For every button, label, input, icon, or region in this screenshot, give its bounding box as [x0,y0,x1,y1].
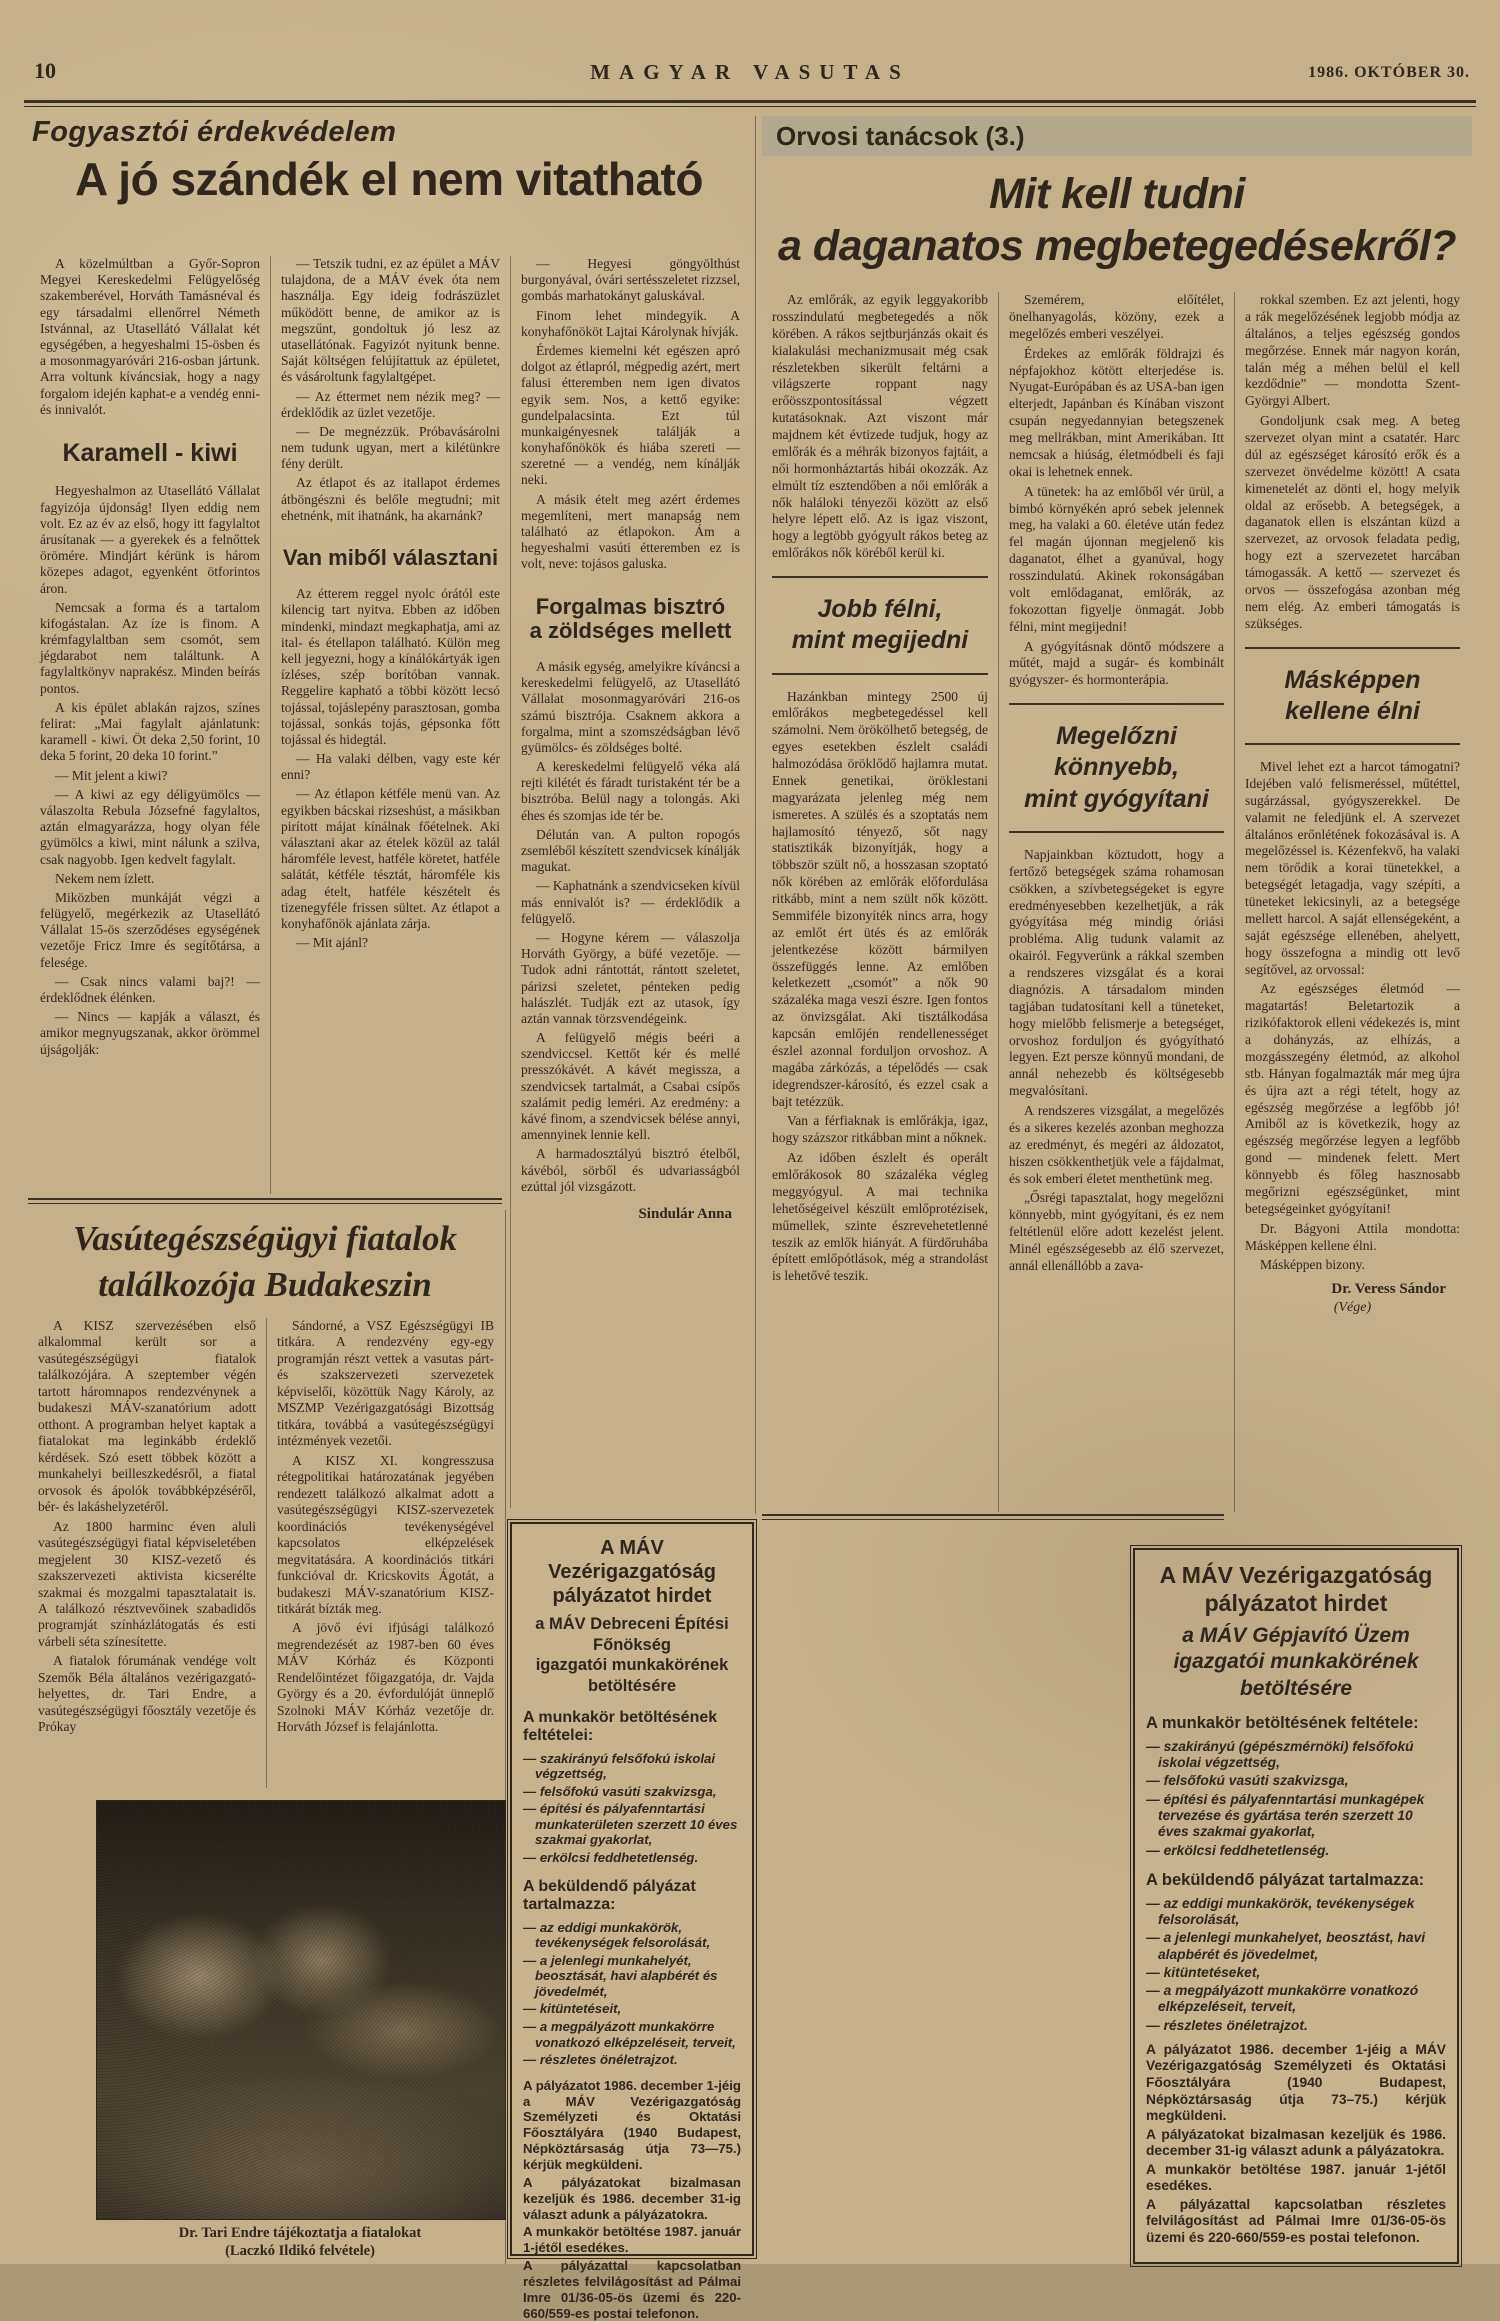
paragraph: Hegyeshalmon az Utasellátó Vállalat fagyizója újdonság! Ilyen eddig nem volt. Ez az év az első, hogy itt fagylaltot árusítanak — a gyerekek és a felnőttek örömére. Mindjárt kérünk is három közepes adagot, egyenként ötforintos áron. [40,483,260,596]
paragraph: A pályázatokat bizalmasan kezeljük és 1986. december 31-ig választ adunk a pályázatokra. [523,2174,741,2222]
paragraph: Nemcsak a forma és a tartalom kifogástalan. Az íze is finom. A krémfagylaltban sem csomót, sem jégdarabot nem találtunk. A fagylaltkönyv naprakész. Minden beírás pontos. [40,599,260,696]
medical-article-end-mark: (Vége) [1333,1300,1372,1315]
paragraph: Miközben munkáját végzi a felügyelő, megérkezik az Utasellátó Vállalat 15-ös szerződéses egységének vezetője Fricz Imre és segítőtársa, a felesége. [40,889,260,970]
consumer-article-byline: Sindulár Anna [638,1205,732,1222]
paragraph: — szakirányú felsőfokú iskolai végzettség, [523,1750,716,1782]
paragraph: — De megnézzük. Próbavásárolni nem tudunk ugyan, mert a kilétünkre fény derült. [281,423,500,472]
youth-top-rule [28,1198,502,1204]
paragraph: — Mit ajánl? [296,935,368,951]
paragraph: — erkölcsi feddhetetlenség. [523,1849,699,1865]
ad-debrecen-requirements-list [523,1751,741,1866]
medical-article-kicker: Orvosi tanácsok (3.) [776,121,1025,151]
paragraph: — Az éttermet nem nézik meg? — érdeklődik az üzlet vezetője. [281,388,500,420]
paragraph: — erkölcsi feddhetetlenség. [1146,1842,1330,1858]
paragraph: — felsőfokú vasúti szakvizsga, [523,1783,717,1799]
paragraph: Délután van. A pulton ropogós zsemléből készített szendvicsek kínálják magukat. [521,826,740,875]
paragraph: A munkakör betöltése 1987. január 1-jétől esedékes. [523,2224,741,2256]
consumer-col2-rest [281,586,500,951]
paragraph: — részletes önéletrajzot. [523,2052,678,2068]
article-photo [96,1800,506,2220]
consumer-col1-intro [40,256,260,418]
paragraph: A harmadosztályú bisztró ételből, kávéból, sörből és udvariasságból ezúttal jól vizsgázott. [521,1146,740,1194]
paragraph: Szemérem, előítélet, önelhanyagolás, közöny, ezek a megelőzés emberi veszélyei. [1009,292,1224,341]
paragraph: — építési és pályafenntartási munkagépek tervezése és gyártása terén szerzett 10 éves szakmai gyakorlat, [1146,1791,1425,1840]
paragraph: A munkakör betöltése 1987. január 1-jétől esedékes. [1146,2161,1446,2194]
medical-column-3 [1234,292,1470,1512]
paragraph: A másik ételt meg azért érdemes megemlíteni, mert manapság nem található az étlapokon. Ám a hegyeshalmi vasúti étteremben ez is volt, neve: tojásos galuska. [521,491,740,572]
paragraph: Finom lehet mindegyik. A konyhafőnököt Lajtai Károlynak hívják. [521,307,740,339]
paragraph: — az eddigi munkakörök, tevékenységek felsorolását, [523,1919,711,1951]
consumer-article-headline: A jó szándék el nem vitatható [75,153,703,205]
ad-gepjavito-subtitle: a MÁV Gépjavító Üzem igazgatói munkakörének betöltésére [1173,1624,1419,1700]
paragraph: Az étterem reggel nyolc órától este kilencig tart nyitva. Ebben az időben mindenki, mindazt megkaphatja, ami az ital- és étellapon található. Külön meg kell jegyezni, hogy a kínálókártyák igen ízléses, szép borítóban vannak. Reggelire kapható a többi között lecsó tojással, tojáslepény parasztosan, gomba tojással, sonkás tojás, gépsonka főtt tojással és hidegtál. [281,586,500,747]
paragraph: Mivel lehet ezt a harcot támogatni? Idejében való felismeréssel, műtéttel, sugárzással, gyógyszerekkel. De valamit ne feledjünk el. A szervezet általános erőnlétének fokozásával is. A megelőzéssel is. Kézenfekvő, ha valaki nem törődik a korai tünetekkel, a betegségét letagadja, vagy szépíti, a tüneteket lekicsinyli, az a betegsége mellett harcol. A saját ellenségeként, a saját egészsége ellenében, ahelyett, hogy összefogna a mindig ott levő segítővel, az orvossal: [1245,759,1460,977]
medical-kicker-band [762,116,1472,156]
paragraph: — Hegyesi göngyölthúst burgonyával, óvári sertésszeletet rizzsel, gombás marhatokányt galuskával. [521,256,740,304]
issue-date: 1986. OKTÓBER 30. [1308,64,1470,81]
medical-article-columns [762,292,1472,1512]
consumer-column-1 [30,256,270,1194]
youth-column-1 [28,1318,266,1788]
photo-caption: Dr. Tari Endre tájékoztatja a fiatalokat (Laczkó Ildikó felvétele) [178,2225,422,2260]
paragraph: — Ha valaki délben, vagy este kér enni? [281,751,500,783]
paragraph: — a megpályázott munkakörre vonatkozó elképzeléseit, terveit, [1146,1983,1419,2015]
paragraph: Az étlapot és az itallapot érdemes átböngészni és belőle megtudni; mit ehetnénk, mit ihatnánk, ha akarnánk? [281,475,500,523]
paragraph: A kis épület ablakán rajzos, színes felirat: „Mai fagylalt ajánlatunk: karamell - kiwi. Öt deka 2,50 forint, 10 deka 5 forint, 20 deka 10 forint.” [40,699,260,764]
ad-gepjavito-contents-header: A beküldendő pályázat tartalmazza: [1146,1870,1425,1889]
paragraph: — kitüntetéseit, [523,2001,622,2017]
paragraph: A pályázatokat bizalmasan kezeljük és 1986. december 31-ig választ adunk a pályázatokra. [1146,2126,1446,2159]
ad-debrecen-requirements-header: A munkakör betöltésének feltételei: [523,1708,718,1744]
paragraph: A KISZ szervezésében első alkalommal került sor a vasútegészségügyi fiatalok találkozójára. A szeptember végén tartott háromnapos rendezvénynek a budakeszi MÁV-szanatórium adott otthont. A programban helyet kaptak a fiatalokat ma leginkább érdeklő kérdések. Szó esett többek között a munkahelyi beilleszkedésről, a fiatal orvosok és ápolók továbbképzéséről, bér- és lakáshelyzetéről. [38,1318,256,1515]
paragraph: A rendszeres vizsgálat, a megelőzés és a sikeres kezelés azonban meghozza az eredményt, és megéri az áldozatot, hiszen csökkenthetjük vele a fájdalmat, és sok emberi életet menthetünk meg. [1009,1103,1224,1186]
consumer-col3-rest [521,659,740,1195]
paragraph: Érdemes kiemelni két egészen apró dolgot az étlapról, mégpedig azért, mert falusi étteremben nem igen divatos egyik sem. Nos, a kettő egyike: gundelpalacsinta. Ezt túl munkaigényesnek találják a konyhafőnökök és hiába szereti — szeretné — a vendég, nem kínálják neki. [521,342,740,488]
subhead-jobb-felni: Jobb félni, mint megijedni [772,576,988,675]
ad-debrecen-contents-header: A beküldendő pályázat tartalmazza: [523,1877,696,1913]
paragraph: Dr. Bágyoni Attila mondotta: Másképpen kellene élni. [1245,1220,1460,1253]
paragraph: A közelmúltban a Győr-Sopron Megyei Kereskedelmi Felügyelőség szakemberével, Horváth Tamásnéval és egy társadalmi ellenőrrel Németh Istvánnal, az Utasellátó Vállalat két egységében, a hegyeshalmi 15-ösben és a mosonmagyaróvári 216-osban jártunk. Arra voltunk kíváncsiak, hogy a nagy forgalom idején kaphat-e a vendég enni- és innivalót. [40,256,260,417]
subhead-megelozni-konnyebb: Megelőzni könnyebb, mint gyógyítani [1009,703,1224,833]
ad-gepjavito-title: A MÁV Vezérigazgatóság pályázatot hirdet [1159,1562,1433,1616]
paragraph: rokkal szemben. Ez azt jelenti, hogy a rák megelőzésének legjobb módja az általános, a teljes egészség gondos megőrzése. Ennek már nagyon korán, talán még a méhen belül el kell kezdődnie” — mondotta Szent-Györgyi Albert. [1245,292,1460,409]
paragraph: — A kiwi az egy déligyümölcs — válaszolta Rebula Józsefné fagylaltos, aztán elmagyarázza, hogy olyan féle gyümölcs a kiwi, mint nálunk a szilva, csak nagyobb. Igen kedvelt fagylalt. [40,786,260,867]
subhead-van-mibol-valasztani: Van miből választani [282,545,499,570]
paragraph: Másképpen bizony. [1260,1257,1365,1273]
ad-debrecen-title: A MÁV Vezérigazgatóság pályázatot hirdet [548,1537,716,1607]
medical-col3-rest [1245,759,1460,1274]
ad-gepjavito-requirements-list [1146,1739,1446,1859]
paragraph: — építési és pályafenntartási munkaterületen szerzett 10 éves szakmai gyakorlat, [523,1801,738,1848]
paragraph: — az eddigi munkakörök, tevékenységek felsorolását, [1146,1895,1415,1928]
masthead: MAGYAR VASUTAS [590,60,910,84]
paragraph: Nekem nem ízlett. [55,870,155,886]
paragraph: Az 1800 harminc éven aluli vasútegészségügyi fiatal képviseletében megjelent 30 KISZ-vezető és szakszervezeti aktivista kicserélte szakmai és mozgalmi tapasztalatait is. A találkozó résztvevőinek szabadidős programját színházlátogatás és esti várbeli séta színesítette. [38,1518,256,1649]
page-number: 10 [34,58,56,83]
subhead-maskeppen-kellene-elni: Másképpen kellene élni [1245,647,1460,746]
medical-column-2 [998,292,1234,1512]
paragraph: A jövő évi ifjúsági találkozó megrendezését az 1987-ben 60 éves MÁV Kórház és Központi Rendelőintézet főigazgatója, dr. Vajda György és a 20. évfordulóját ünneplő Szolnoki MÁV Kórház vezetője dr. Horváth József is felajánlotta. [277,1620,494,1735]
paragraph: Gondoljunk csak meg. A beteg szervezet olyan mint a csatatér. Harc dúl az egészséget károsító erők és a szervezet önvédelme között! A csata kimenetelét az dönti el, hogy melyik oldal az erősebb. A betegségek, a daganatok ellen is elszántan küzd a szervezet, az orvosok feladata pedig, hogy ezt a szervezetet harcában támogassák. A kettő — szervezet és orvos — összefogása azonban még nem elég. Az emberi támogatás is szükséges. [1245,413,1460,631]
paragraph: Érdekes az emlőrák földrajzi és népfajokhoz kötött elterjedése is. Nyugat-Európában és az USA-ban igen elterjedt, Japánban és Kínában viszont csupán negyedannyian betegszenek meg mellrákban, mint Amerikában. Itt nemcsak a hiúság, életmódbeli és faji okai is lehetnek ennek. [1009,345,1224,479]
paragraph: — Hogyne kérem — válaszolja Horváth György, a büfé vezetője. — Tudok adni rántottát, rántott szeletet, párizsi szeletet, pénteken pedig halászlét. Tudják ezt az utasok, így aztán vannak törzsvendégeink. [521,929,740,1026]
ad-debrecen-closing [523,2078,741,2321]
paragraph: — a megpályázott munkakörre vonatkozó elképzeléseit, terveit, [523,2019,736,2050]
consumer-column-2 [270,256,510,1194]
subhead-forgalmas-bisztro: Forgalmas bisztró a zöldséges mellett [529,593,732,643]
paragraph: A pályázattal kapcsolatban részletes felvilágosítást ad Pálmai Imre 01/36-05-ös üzemi és 220-660/559-es postai telefonon. [523,2258,741,2321]
paragraph: — felsőfokú vasúti szakvizsga, [1146,1773,1349,1789]
subhead-karamell-kiwi: Karamell - kiwi [62,438,238,467]
paragraph: A pályázatot 1986. december 1-jéig a MÁV Vezérigazgatóság Személyzeti és Oktatási Főosztályára (1940 Budapest, Népköztársaság útja 73–75.) kérjük megküldeni. [1146,2041,1446,2124]
paragraph: — Kaphatnánk a szendvicseken kívül más ennivalót is? — érdeklődik a felügyelő. [521,878,740,926]
paragraph: A felügyelő mégis beéri a szendviccsel. Kettőt kér és mellé presszókávét. A kávét megissza, a szendvicsek tartalmát, a Csabai csípős szalámit pedig leméri. Az eredmény: a kávé finom, a szendvicsek bélése annyi, amennyinek lennie kell. [521,1030,740,1143]
medical-col1-intro [772,292,988,562]
medical-column-1 [762,292,998,1512]
paragraph: — a jelenlegi munkahelyet, beosztást, havi alapbérét és jövedelmet, [1146,1930,1426,1962]
paragraph: — Nincs — kapják a választ, és amikor megnyugszanak, akkor örömmel újságolják: [40,1009,260,1057]
medical-article-byline: Dr. Veress Sándor [1331,1281,1446,1298]
paragraph: — kitüntetéseket, [1146,1964,1261,1980]
consumer-col2-intro [281,256,500,524]
medical-col3-intro [1245,292,1460,633]
paragraph: A fiatalok fórumának vendége volt Szemők Béla általános vezérigazgató-helyettes, dr. Tari Endre, a vasútegészségügyi főosztály vezetője és Prókay [38,1653,256,1735]
job-ad-debrecen [510,1522,754,2321]
consumer-col1-rest [40,483,260,1057]
paragraph: Hazánkban mintegy 2500 új emlőrákos megbetegedéssel kell számolni. Nem örökölhető betegség, de egyes esetekben észlelt családi halmozódása öröklődő hajlamra mutat. Ennek genetikai, öröklestani magyarázata jelenleg még nem ismeretes. A szülés és a szoptatás nem hajlamosító tényező, sőt nagy statisztikák bizonyítják, hogy a többször szült nő, a hosszasan szoptató nők körében az emlőrák előfordulása ritkább, mint a nem szült nők között. Semmiféle bizonyíték nincs arra, hogy az emlőt ért ütés és az emlőrák jelentkezése között bármilyen összefüggés lenne. Az emlőben keletkezett „csomót” a nők 90 százaléka maga veszi észre. Igen fontos az önvizsgálat. Aki tisztálkodása kapcsán emlőjén rendellenességet észlel azonnal forduljon orvoshoz. A magába zárkózás, a tépelődés — csak idegrendszer-károsító, és ezzel csak a bajt tetézzük. [772,688,988,1109]
paragraph: A pályázattal kapcsolatban részletes felvilágosítást ad Pálmai Imre 01/36-05-ös üzemi és 220-660/559-es postai telefonon. [1146,2196,1446,2245]
paragraph: „Ősrégi tapasztalat, hogy megelőzni könnyebb, mint gyógyítani, és ez nem feltétlenül előre adott kezelést jelent. Minél egészségesebb az élő szervezet, annál ellenállóbb a zava- [1009,1190,1224,1273]
paragraph: — szakirányú (gépészmérnöki) felsőfokú iskolai végzettség, [1146,1738,1414,1771]
consumer-article-kicker: Fogyasztói érdekvédelem [32,116,397,148]
consumer-column-3 [510,256,750,1508]
ad-debrecen-contents-list [523,1920,741,2068]
medical-col2-intro [1009,292,1224,689]
paragraph: — Az étlapon kétféle menü van. Az egyikben bácskai rizseshúst, a másikban pirított májat kínálnak főételnek. Aki választani akar az ételek közül az talál háromféle levest, hatféle köretet, hatféle salátát, kétféle tésztát, háromféle kis adag ételt, hatféle készételt és tizenegyféle frissen sültet. Az étlapot a konyhafőnök ajánlata zárja. [281,786,500,931]
section-divider-rule [755,116,756,1514]
paragraph: Az egészséges életmód — magatartás! Beletartozik a rizikófaktorok elleni védekezés is, mint a dohányzás, az elhízás, a mozgásszegény életmód, az alkohol stb. Hányan fogalmazták már meg újra és újra azt a régi tételt, hogy az egészség megőrzése a legfőbb jó! Amiből az is következik, hogy az egészség megőrzése legyen a legfőbb gond — mindenek felett. Mert könnyebb és főleg hasznosabb megőrizni egészségünket, mint betegségeinket gyógyítani! [1245,981,1460,1216]
youth-article-columns [28,1318,504,1788]
medical-col2-rest [1009,847,1224,1275]
paragraph: Napjainkban köztudott, hogy a fertőző betegségek száma rohamosan csökken, a szívbetegségeket is egyre eredményesebben kezelhetjük, a rák gyógyítása még mindig óriási probléma. Alig tudunk valamit az okairól. Fegyverünk a rákkal szemben a rendszeres vizsgálat és a korai diagnózis. A társadalom minden tagjában tudatosítani kell a tüneteket, hogy mielőbb felismerje a betegséget, orvoshoz forduljon és gyógyítható legyen. Ezt persze könnyű mondani, de annál nehezebb és költségesebb megvalósítani. [1009,846,1224,1099]
paragraph: Van a férfiaknak is emlőrákja, igaz, hogy százszor ritkábban mint a nőknek. [772,1113,988,1146]
paragraph: A gyógyításnak döntő módszere a műtét, majd a sugár- és kombinált gyógyszer- és hormonterápia. [1009,638,1224,688]
paragraph: — Tetszik tudni, ez az épület a MÁV tulajdona, de a MÁV évek óta nem használja. Egy ideig fodrászüzlet működött benne, de amikor az is megszűnt, gondoltuk jó lesz az utasellátónak. Fagyizót nyitunk benne. Saját költségen felújítattuk az épületet, és vásároltunk fagylaltgépet. [281,256,500,385]
paragraph: A pályázatot 1986. december 1-jéig a MÁV Vezérigazgatóság Személyzeti és Oktatási Főosztályára (1940 Budapest, Népköztársaság útja 73—75.) kérjük megküldeni. [523,2077,741,2172]
paragraph: — Mit jelent a kiwi? [55,767,168,783]
header-rule [24,100,1476,107]
paragraph: — Csak nincs valami baj?! — érdeklődnek élénken. [40,973,260,1005]
paragraph: Sándorné, a VSZ Egészségügyi IB titkára. A rendezvény egy-egy programján részt vettek a vasutas párt- és szakszervezeti szervezetek képviselői, közöttük Nagy Károly, az MSZMP Vezérigazgatósági Bizottság titkára, továbbá a vasútegészségügyi intézmények vezetői. [277,1318,494,1449]
youth-article-headline: Vasútegészségügyi fiatalok találkozója Budakeszin [72,1219,458,1304]
medical-col1-rest [772,689,988,1286]
medical-article-headline: Mit kell tudni a daganatos megbetegedésekről? [778,170,1456,271]
ad-gepjavito-requirements-header: A munkakör betöltésének feltétele: [1146,1713,1419,1732]
paragraph: — a jelenlegi munkahelyét, beosztását, havi alapbérét és jövedelmét, [523,1952,718,1999]
paragraph: A kereskedelmi felügyelő véka alá rejti kilétét és fáradt turistaként tér be a bisztróba. Belül nagy a tolongás. Aki éhes és szomjas ide tér be. [521,759,740,823]
ad-gepjavito-contents-list [1146,1896,1446,2034]
paragraph: A tünetek: ha az emlőből vér ürül, a bimbó környékén apró sebek jelennek meg, ha valaki a 60. életéve után fedez fel magán újonnan megjelenő kis daganatot, élhet a gyanúval, hogy rosszindulatú. Akinek rokonságában volt emlődaganat, emlőrák, az fokozottan figyelje önmagát. Jobb félni, mint megijedni! [1009,483,1224,634]
paragraph: A KISZ XI. kongresszusa rétegpolitikai határozatának jegyében rendezett találkozó alkalmat adott a vasútegészségügyi KISZ-szervezetek koordinációs tevékenységével kapcsolatos elképzelések megvitatására. A koordinációs titkári funkcióval dr. Kricskovits Ágotát, a budakeszi MÁV-szanatórium KISZ-titkárát bízták meg. [277,1452,494,1616]
paragraph: Az időben észlelt és operált emlőrákosok 80 százaléka végleg meggyógyul. A mai technika lehetőségeivel készült emlőprotézisek, műmellek, szinte észrevehetetlenné teszik az emlők hiányát. A fürdőruhába épített emlőpótlások, még a strandolást is lehetővé teszik. [772,1150,988,1284]
consumer-col3-intro [521,256,740,573]
job-ad-gepjavito [1133,1548,1459,2264]
medical-bottom-rule [762,1514,1224,1520]
paragraph: Az emlőrák, az egyik leggyakoribb rosszindulatú megbetegedés a nők körében. A rákos sejtburjánzás okait és kialakulási mechanizmusait még csak részletekben sikerült feltárni a világszerte roppant nagy erőösszpontosítással végzett kutatásoknak. Azt viszont már majdnem két évtizede tudjuk, hogy az emlőrák és a méhrák bizonyos fajtáit, a női hormonháztartás hibái okozzák. Az elmúlt tíz esztendőben a női emlőrák a nők haláloki tényezői között az első helyre lépett elő. Az is igaz viszont, hogy a legtöbb gyógyult rákos beteg az emlőrákos nők köréből kerül ki. [772,292,988,561]
ad-gepjavito-closing [1146,2042,1446,2247]
paragraph: A másik egység, amelyikre kíváncsi a kereskedelmi felügyelő, az Utasellátó Vállalat mosonmagyaróvári 216-os számú bisztrója. Csaknem akkora a forgalma, mint a szomszédságban lévő gyümölcs- és zöldséges bolté. [521,658,740,755]
youth-column-2 [266,1318,504,1788]
ad-debrecen-subtitle: a MÁV Debreceni Építési Főnökség igazgatói munkakörének betöltésére [535,1615,729,1695]
paragraph: — részletes önéletrajzot. [1146,2017,1308,2033]
